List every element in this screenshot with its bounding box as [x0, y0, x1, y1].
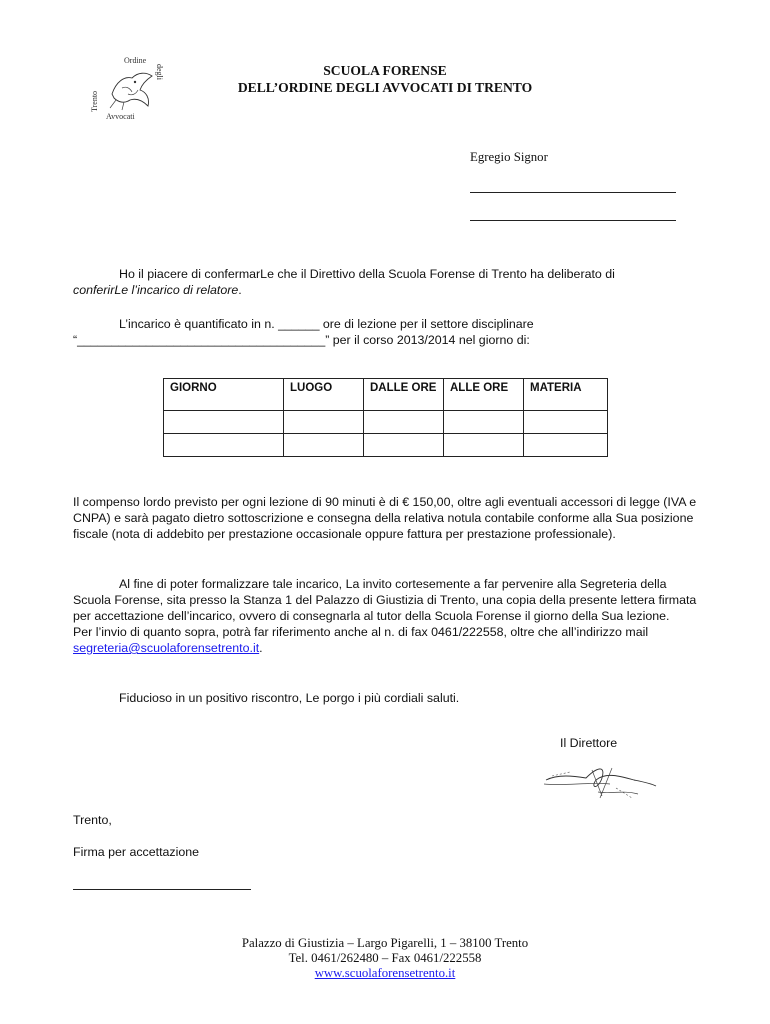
p2-line-2: “____________________________________” per il corso 2013/2014 nel giorno di: — [73, 333, 530, 347]
acceptance-signature-line[interactable] — [73, 889, 251, 890]
table-cell[interactable] — [364, 434, 444, 457]
table-cell[interactable] — [164, 434, 284, 457]
header-line-2: DELL’ORDINE DEGLI AVVOCATI DI TRENTO — [237, 80, 533, 95]
logo-text-ordine: Ordine — [124, 56, 147, 65]
header-line-1: SCUOLA FORENSE — [323, 63, 447, 78]
logo-text-trento: Trento — [90, 90, 99, 112]
p1-end: . — [238, 283, 242, 297]
table-cell[interactable] — [444, 434, 524, 457]
footer-address: Palazzo di Giustizia – Largo Pigarelli, 1 – 38100 Trento — [241, 936, 529, 950]
addressee-salutation: Egregio Signor — [470, 150, 548, 164]
director-title: Il Direttore — [560, 736, 618, 750]
director-signature-icon — [540, 758, 660, 806]
col-materia: MATERIA — [524, 379, 608, 411]
paragraph-compensation: Il compenso lordo previsto per ogni lezione di 90 minuti è di € 150,00, oltre agli eventuali accessori di legge (IVA e CNPA) e sarà pagato dietro sottoscrizione e consegna della relativa notula contabile conforme alla Sua posizione fiscale (nota di addebito per prestazione occasionale oppure fattura per prestazione professionale). — [73, 495, 697, 541]
col-giorno: GIORNO — [164, 379, 284, 411]
email-link[interactable]: segreteria@scuolaforensetrento.it — [73, 641, 260, 655]
table-row — [164, 411, 608, 434]
footer-website-link[interactable]: www.scuolaforensetrento.it — [314, 966, 456, 980]
table-header-row — [164, 379, 608, 411]
closing-place: Trento, — [73, 813, 112, 827]
footer — [150, 936, 620, 981]
p1-text: Ho il piacere di confermarLe che il Direttivo della Scuola Forense di Trento ha deliberato di — [119, 267, 615, 281]
paragraph-greetings: Fiducioso in un positivo riscontro, Le porgo i più cordiali saluti. — [119, 691, 460, 705]
footer-phone: Tel. 0461/262480 – Fax 0461/222558 — [288, 951, 482, 965]
p5-end: . — [259, 641, 263, 655]
table-cell[interactable] — [444, 411, 524, 434]
table-cell[interactable] — [164, 411, 284, 434]
table-cell[interactable] — [524, 434, 608, 457]
schedule-table — [163, 378, 608, 457]
addressee-line-2 — [470, 220, 676, 221]
p4-text: Al fine di poter formalizzare tale incarico, La invito cortesemente a far pervenire alla Segreteria della Scuola Forense, sita presso la Stanza 1 del Palazzo di Giustizia di Trento, una copia della presente lettera firmata per accettazione dell’incarico, ovvero di consegnarla al tutor della Scuola Forense il giorno della Sua lezione. — [73, 577, 697, 623]
acceptance-label: Firma per accettazione — [73, 845, 200, 859]
table-cell[interactable] — [284, 434, 364, 457]
paragraph-confirmation — [73, 266, 698, 298]
table-cell[interactable] — [364, 411, 444, 434]
paragraph-quantification — [73, 316, 698, 348]
p5-text: Per l’invio di quanto sopra, potrà far riferimento anche al n. di fax 0461/222558, oltre che all’indirizzo mail — [73, 625, 649, 639]
logo-text-avvocati: Avvocati — [106, 112, 135, 121]
addressee-line-1 — [470, 192, 676, 193]
col-luogo: LUOGO — [284, 379, 364, 411]
table-row — [164, 434, 608, 457]
table-cell[interactable] — [284, 411, 364, 434]
school-header — [150, 62, 620, 96]
table-cell[interactable] — [524, 411, 608, 434]
p1-italic: conferirLe l’incarico di relatore — [73, 283, 239, 297]
logo-text-degli: degli — [155, 64, 164, 80]
paragraph-instructions — [73, 576, 698, 656]
col-dalle-ore: DALLE ORE — [364, 379, 444, 411]
p2-line-1: L’incarico è quantificato in n. ______ ore di lezione per il settore disciplinare — [119, 317, 534, 331]
col-alle-ore: ALLE ORE — [444, 379, 524, 411]
